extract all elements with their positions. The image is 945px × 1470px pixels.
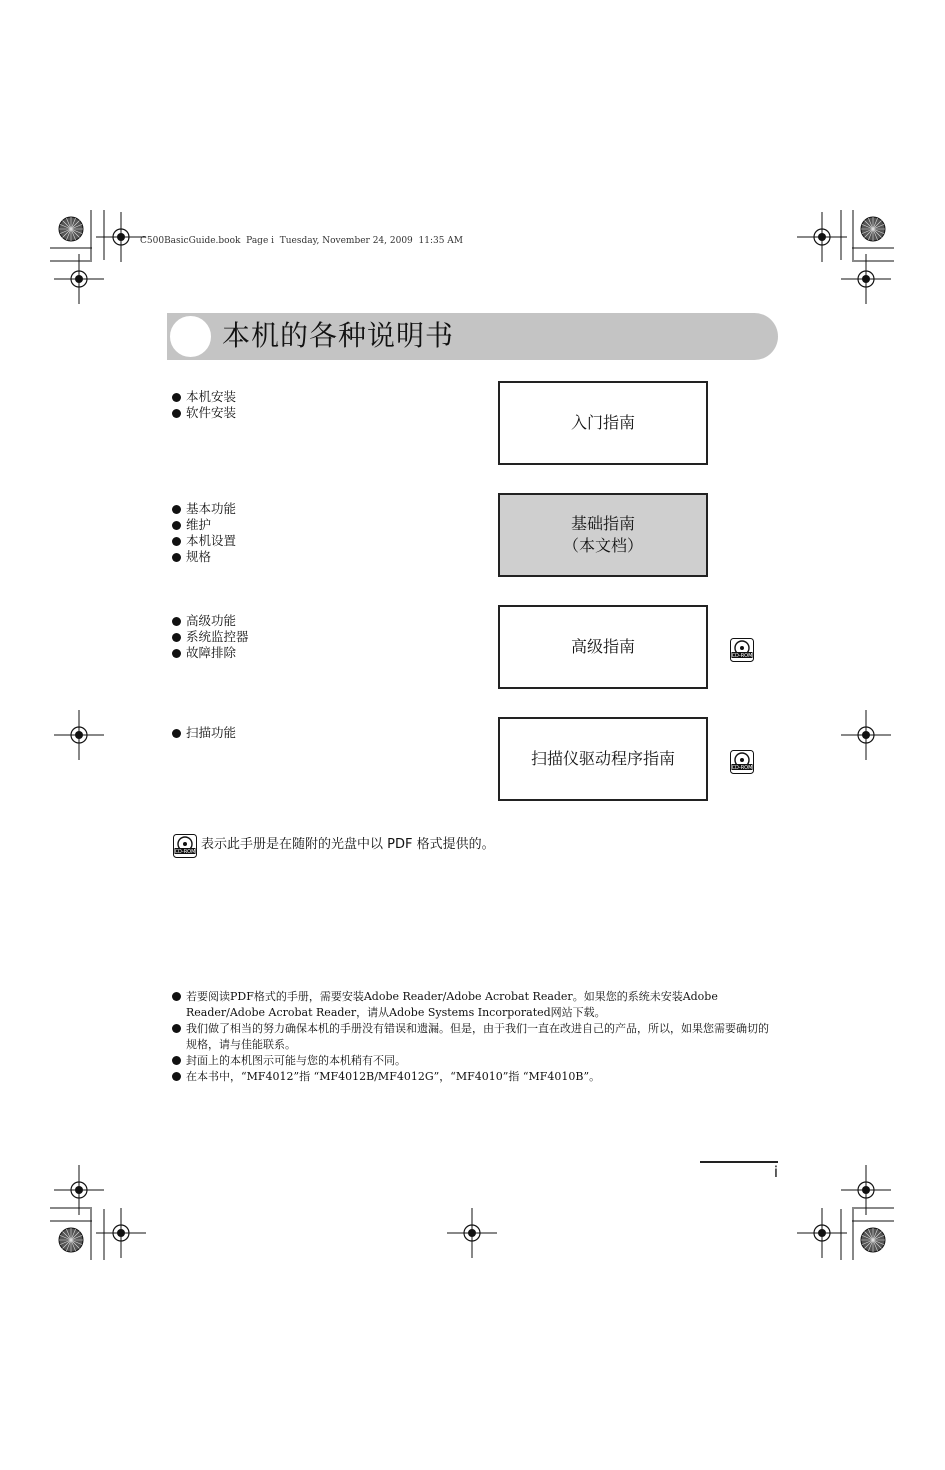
- bullet-icon: [172, 409, 181, 418]
- list-item: 系统监控器: [172, 629, 249, 645]
- title-banner-circle: [167, 313, 214, 360]
- page-title: 本机的各种说明书: [222, 319, 455, 352]
- guide-box-basic: 基础指南 （本文档）: [498, 493, 708, 577]
- guide-box-getting-started: 入门指南: [498, 381, 708, 465]
- bullet-icon: [172, 537, 181, 546]
- guide-box-scanner-driver: 扫描仪驱动程序指南: [498, 717, 708, 801]
- cd-rom-note: 表示此手册是在随附的光盘中以 PDF 格式提供的。: [201, 837, 495, 852]
- bullet-icon: [172, 1056, 181, 1065]
- list-item: 本机设置: [172, 533, 236, 549]
- star-target-mark-icon: [59, 217, 83, 241]
- bullet-icon: [172, 393, 181, 402]
- list-item: 故障排除: [172, 645, 249, 661]
- bullet-icon: [172, 649, 181, 658]
- cd-rom-icon-label: CD-ROM: [731, 765, 753, 771]
- feature-list: [172, 725, 236, 741]
- list-item: 软件安装: [172, 405, 236, 421]
- list-item: 本机安装: [172, 389, 236, 405]
- bullet-icon: [172, 633, 181, 642]
- cd-rom-icon: [173, 834, 197, 858]
- registration-mark-icon: [54, 710, 104, 760]
- footnote-item: 我们做了相当的努力确保本机的手册没有错误和遗漏。但是，由于我们一直在改进自己的产品，所以，如果您需要确切的规格，请与佳能联系。: [172, 1021, 777, 1053]
- bullet-icon: [172, 553, 181, 562]
- cd-rom-icon-label: CD-ROM: [174, 849, 196, 855]
- registration-mark-icon: [797, 212, 847, 262]
- page-number: i: [773, 1163, 778, 1181]
- cd-rom-icon-label: CD-ROM: [731, 653, 753, 659]
- feature-list: [172, 501, 236, 565]
- feature-list: [172, 613, 249, 661]
- list-item: 扫描功能: [172, 725, 236, 741]
- bullet-icon: [172, 729, 181, 738]
- list-item: 基本功能: [172, 501, 236, 517]
- bullet-icon: [172, 521, 181, 530]
- footnote-item: 在本书中，“MF4012”指 “MF4012B/MF4012G”，“MF4010”指 “MF4010B”。: [172, 1069, 777, 1085]
- bullet-icon: [172, 1024, 181, 1033]
- star-target-mark-icon: [59, 1228, 83, 1252]
- registration-mark-icon: [797, 1208, 847, 1258]
- cd-rom-icon: [730, 750, 754, 774]
- bullet-icon: [172, 992, 181, 1001]
- footnote-item: 封面上的本机图示可能与您的本机稍有不同。: [172, 1053, 777, 1069]
- star-target-mark-icon: [861, 1228, 885, 1252]
- cd-rom-icon: [730, 638, 754, 662]
- page-number-rule: [700, 1161, 778, 1163]
- book-header-slug: C500BasicGuide.book Page i Tuesday, November 24, 2009 11:35 AM: [140, 236, 464, 246]
- registration-mark-icon: [841, 710, 891, 760]
- bullet-icon: [172, 617, 181, 626]
- star-target-mark-icon: [861, 217, 885, 241]
- footnote-item: 若要阅读PDF格式的手册，需要安装Adobe Reader/Adobe Acrobat Reader。如果您的系统未安装Adobe Reader/Adobe Acrobat Reader，请从Adobe Systems Incorporated网站下载。: [172, 989, 777, 1021]
- bullet-icon: [172, 505, 181, 514]
- list-item: 规格: [172, 549, 236, 565]
- guide-box-advanced: 高级指南: [498, 605, 708, 689]
- feature-list: [172, 389, 236, 421]
- bullet-icon: [172, 1072, 181, 1081]
- list-item: 高级功能: [172, 613, 249, 629]
- footnote-list: [172, 989, 777, 1085]
- registration-mark-icon: [447, 1208, 497, 1258]
- list-item: 维护: [172, 517, 236, 533]
